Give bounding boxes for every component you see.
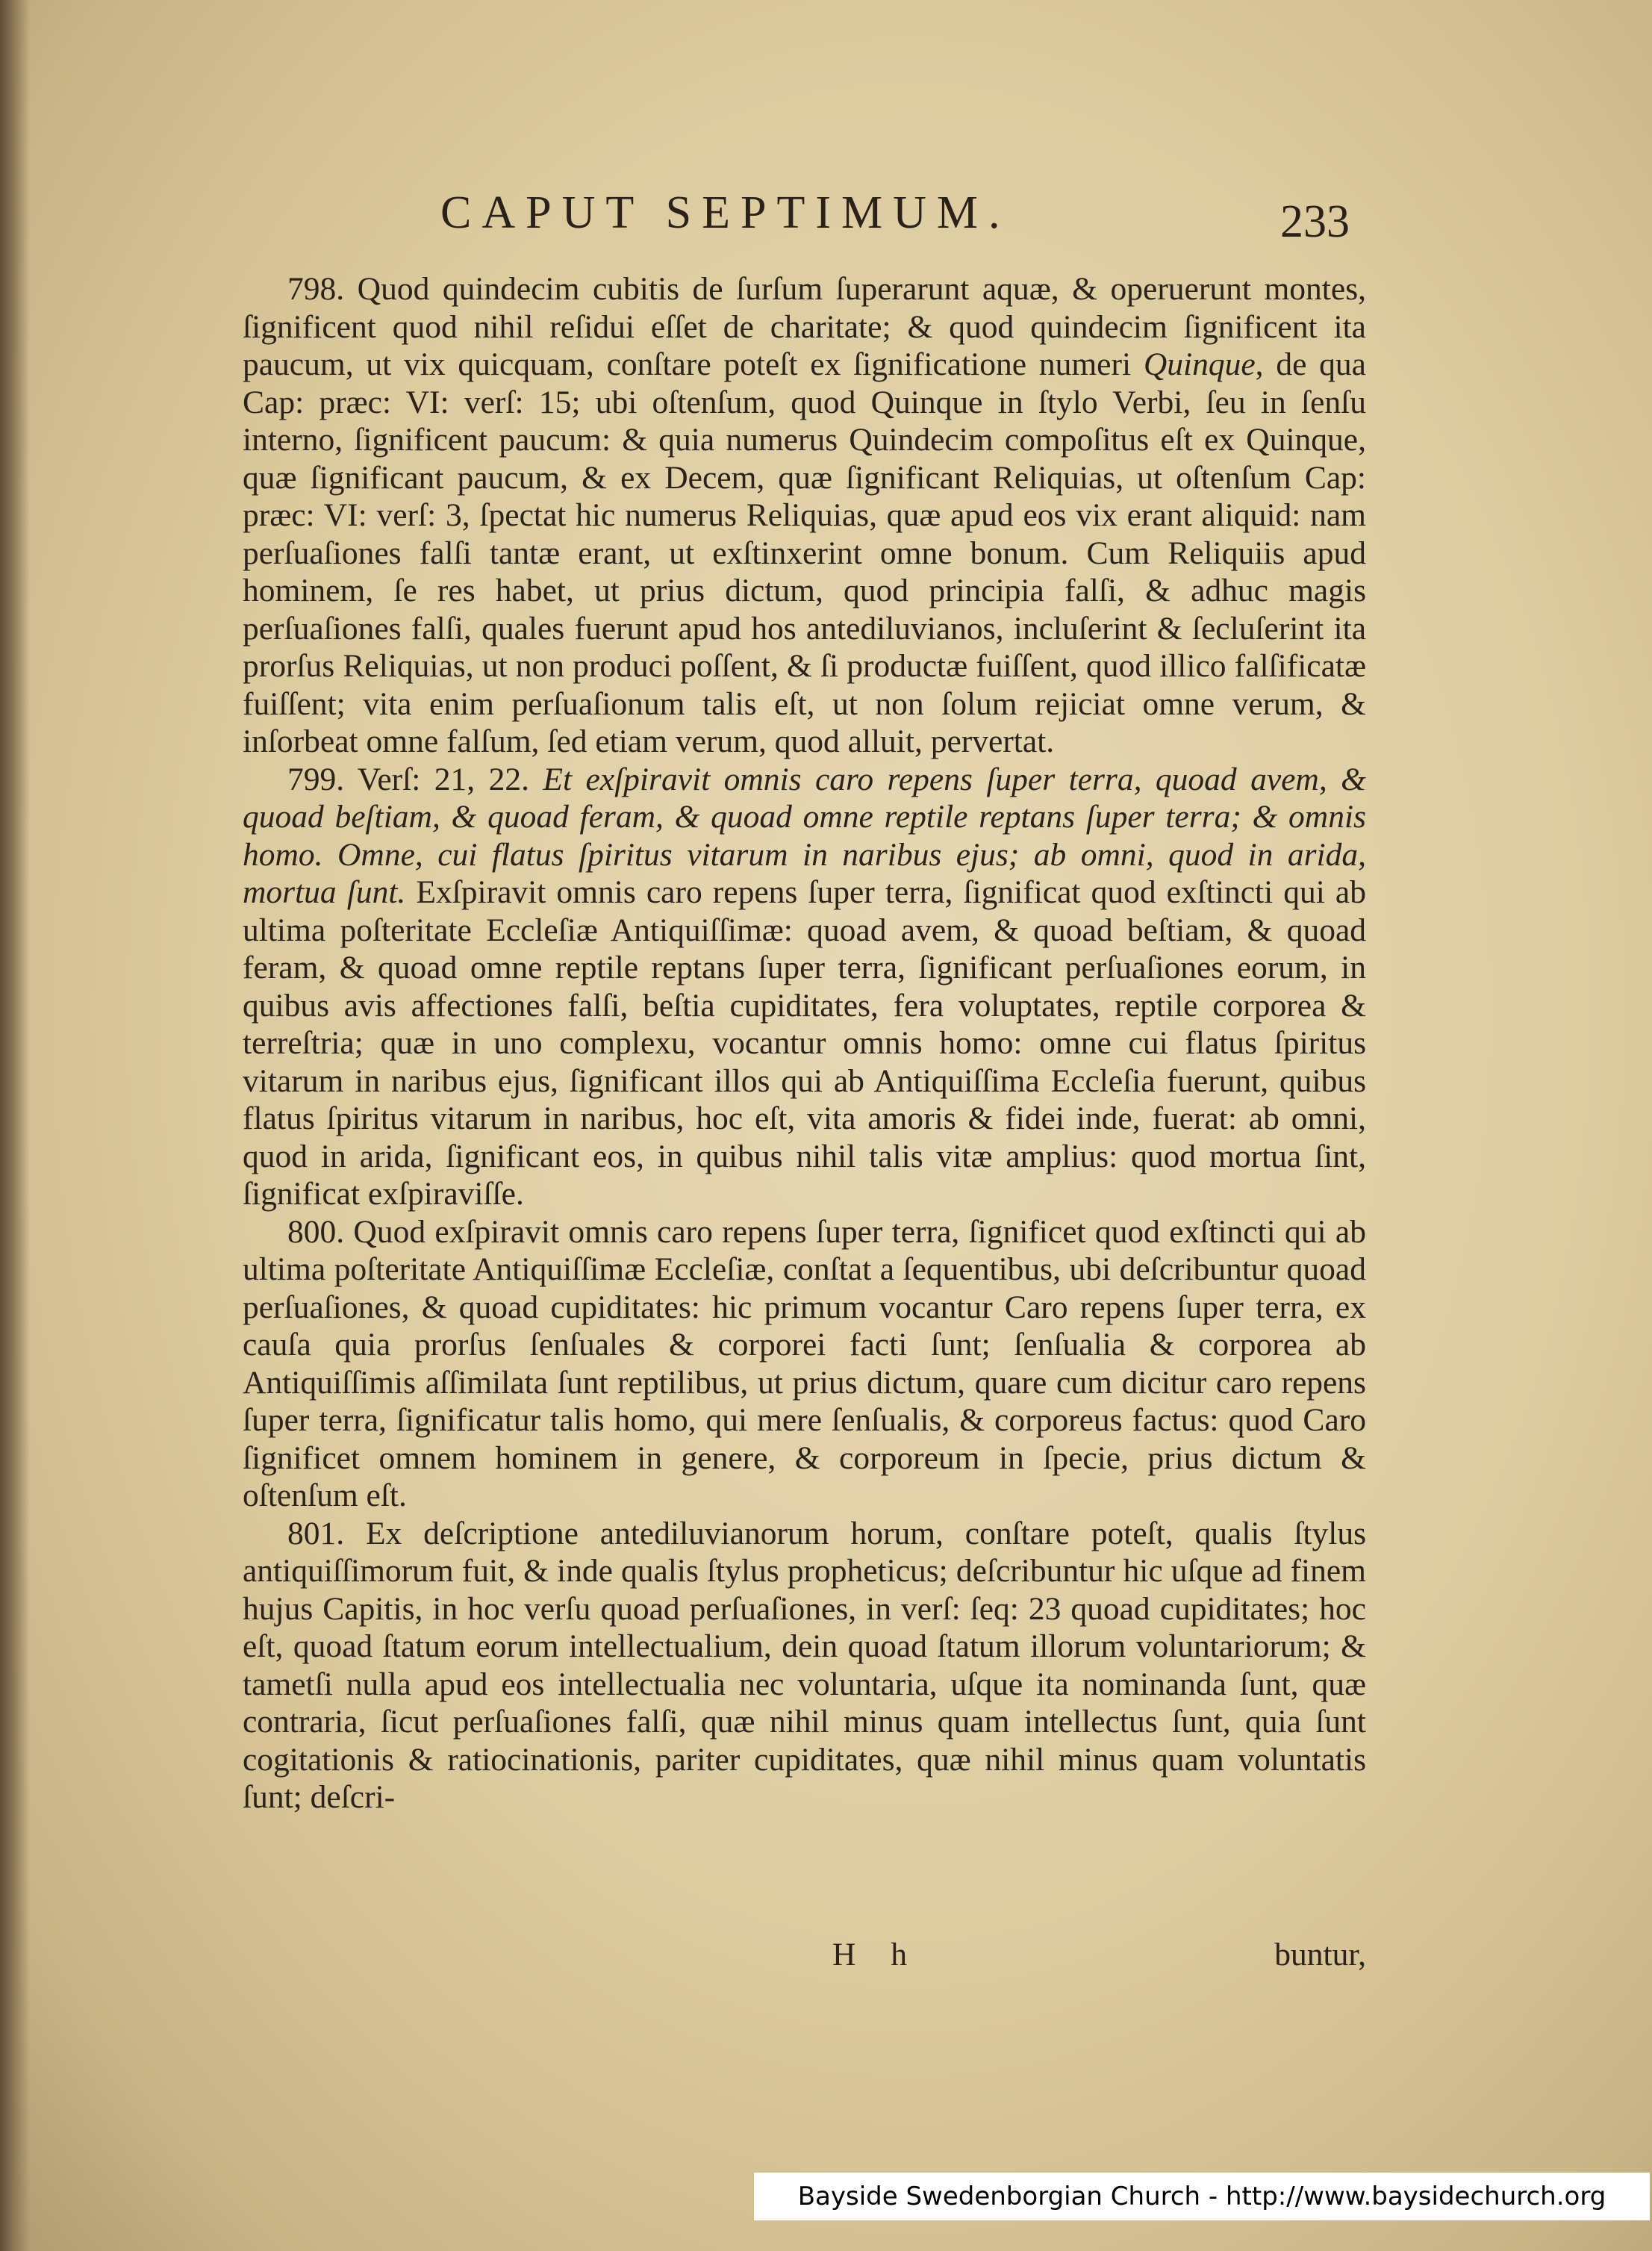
text-run: 798. Quod quindecim cubitis de ſurſum ſuperarunt aquæ, & operuerunt montes, ſignificent quod nihil reſidui eſſet de charitate; & quod quindecim ſignificent ita paucum, ut vix quicquam, conſtare poteſt ex ſignificatione numeri <box>243 271 1366 382</box>
italic-run: Et exſpiravit omnis caro repens ſuper terra, quoad avem, & quoad beſtiam, & quoad feram, & quoad omne reptile reptans ſuper terra; & omnis homo. Omne, cui flatus ſpiritus vitarum in naribus ejus; ab omni, quod in arida, mortua ſunt. <box>243 761 1366 910</box>
italic-run: Quinque <box>1143 346 1256 382</box>
page-gutter-shadow <box>0 0 30 2251</box>
credit-banner: Bayside Swedenborgian Church - http://www.baysidechurch.org <box>754 2173 1650 2220</box>
paragraph-800 <box>243 1213 1366 1515</box>
paragraph-798 <box>243 270 1366 761</box>
page-number: 233 <box>1280 196 1350 247</box>
text-run: 799. Verſ: 21, 22. <box>287 761 543 797</box>
running-title: CAPUT SEPTIMUM. <box>440 187 1011 238</box>
text-run: 801. Ex deſcriptione antediluvianorum horum, conſtare poteſt, qualis ſtylus antiquiſſimorum fuit, & inde qualis ſtylus propheticus; deſcribuntur hic uſque ad finem hujus Capitis, in hoc verſu quoad perſuaſiones, in verſ: ſeq: 23 quoad cupiditates; hoc eſt, quoad ſtatum eorum intellectualium, dein quoad ſtatum illorum voluntariorum; & tametſi nulla apud eos intellectualia nec voluntaria, uſque ita nominanda ſunt, quæ contraria, ſicut perſuaſiones falſi, quæ nihil minus quam intellectus ſunt, quia ſunt cogitationis & ratiocinationis, pariter cupiditates, quæ nihil minus quam voluntatis ſunt; deſcri- <box>243 1515 1366 1815</box>
body-text <box>243 270 1366 1816</box>
signature-mark: H h <box>832 1937 921 1973</box>
text-run: , de qua Cap: præc: VI: verſ: 15; ubi oſtenſum, quod Quinque in ſtylo Verbi, ſeu in ſenſu interno, ſignificent paucum: & quia numerus Quindecim compoſitus eſt ex Quinque, quæ ſignificant paucum, & ex Decem, quæ ſignificant Reliquias, ut oſtenſum Cap: præc: VI: verſ: 3, ſpectat hic numerus Reliquias, quæ apud eos vix erant aliquid: nam perſuaſiones falſi tantæ erant, ut exſtinxerint omne bonum. Cum Reliquiis apud hominem, ſe res habet, ut prius dictum, quod principia falſi, & adhuc magis perſuaſiones falſi, quales fuerunt apud hos antediluvianos, incluſerint & ſecluſerint ita prorſus Reliquias, ut non produci poſſent, & ſi productæ fuiſſent, quod illico falſificatæ fuiſſent; vita enim perſuaſionum talis eſt, ut non ſolum rejiciat omne verum, & inſorbeat omne falſum, ſed etiam verum, quod alluit, pervertat. <box>243 346 1366 759</box>
paragraph-801 <box>243 1515 1366 1816</box>
catchword: buntur, <box>1274 1937 1366 1973</box>
text-run: Exſpiravit omnis caro repens ſuper terra, ſignificat quod exſtincti qui ab ultima poſteritate Eccleſiæ Antiquiſſimæ: quoad avem, & quoad beſtiam, & quoad feram, & quoad omne reptile reptans ſuper terra, ſignificant perſuaſiones eorum, in quibus avis affectiones falſi, beſtia cupiditates, fera voluptates, reptile corporea & terreſtria; quæ in uno complexu, vocantur omnis homo: omne cui flatus ſpiritus vitarum in naribus ejus, ſignificant illos qui ab Antiquiſſima Eccleſia fuerunt, quibus flatus ſpiritus vitarum in naribus, hoc eſt, vita amoris & fidei inde, fuerat: ab omni, quod in arida, ſignificant eos, in quibus nihil talis vitæ amplius: quod mortua ſint, ſignificat exſpiraviſſe. <box>243 874 1366 1212</box>
footer-line <box>243 1936 1366 1978</box>
text-run: 800. Quod exſpiravit omnis caro repens ſuper terra, ſignificet quod exſtincti qui ab ultima poſteritate Antiquiſſimæ Eccleſiæ, conſtat a ſequentibus, ubi deſcribuntur quoad perſuaſiones, & quoad cupiditates: hic primum vocantur Caro repens ſuper terra, ex cauſa quia prorſus ſenſuales & corporei facti ſunt; ſenſualia & corporea ab Antiquiſſimis aſſimilata ſunt reptilibus, ut prius dictum, quare cum dicitur caro repens ſuper terra, ſignificatur talis homo, qui mere ſenſualis, & corporeus factus: quod Caro ſignificet omnem hominem in genere, & corporeum in ſpecie, prius dictum & oſtenſum eſt. <box>243 1213 1366 1513</box>
paragraph-799 <box>243 761 1366 1213</box>
